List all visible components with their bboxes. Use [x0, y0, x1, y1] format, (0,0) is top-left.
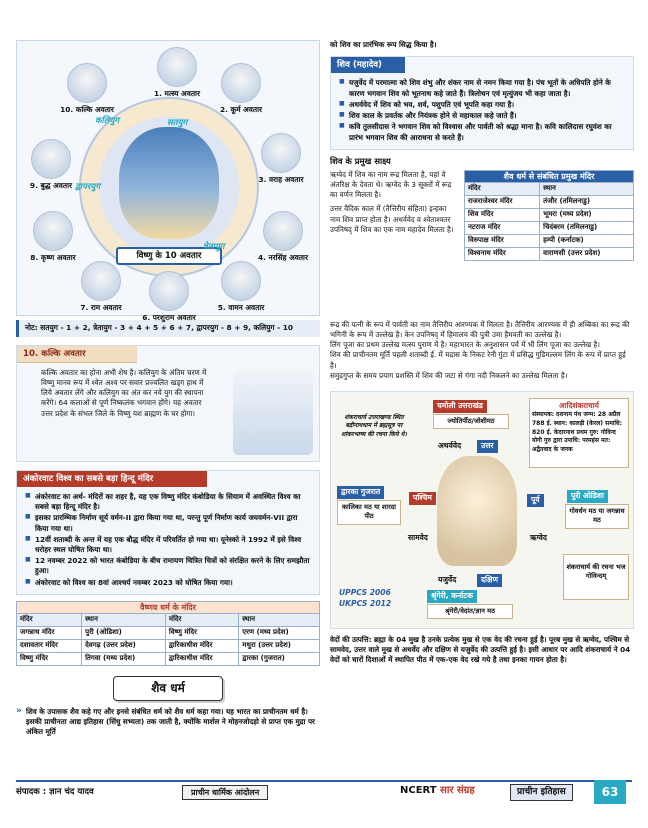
list-item: शिव की प्राचीनतम मूर्ति पहली शताब्दी ई. में मद्रास के निकट रेनी गुंटा में प्रसिद्ध गुडिमल्लम लिंग के रूप में प्राप्त हुई है।	[330, 350, 626, 370]
left-column	[16, 40, 320, 740]
yuga-dwapar: द्वापरयुग	[75, 182, 101, 192]
yuga-satyug: सतयुग	[167, 118, 188, 128]
avatar-buddha: 9. बुद्ध अवतार	[23, 139, 79, 192]
north-veda: अथर्ववेद	[438, 440, 462, 450]
table-header-row: मंदिर स्थान	[465, 183, 634, 196]
list-item: ■ अंकोरवाट को विश्व का 8वां आश्चर्य नवम्बर 2023 को घोषित किया गया।	[25, 578, 311, 588]
shaiva-table	[464, 182, 634, 261]
saiva-list	[16, 707, 320, 738]
angkor-list	[25, 492, 311, 588]
table-row: शिव मंदिर भूमरा (मध्य प्रदेश)	[465, 208, 634, 221]
avatar-narasimha: 4. नरसिंह अवतार	[255, 211, 311, 264]
table-row: राजराजेश्वर मंदिर तंजौर (तमिलनाडु)	[465, 195, 634, 208]
north-dir: उत्तर	[477, 440, 498, 453]
footer-subject: प्राचीन इतिहास	[510, 784, 573, 801]
avatar-krishna: 8. कृष्ण अवतार	[25, 211, 81, 264]
west-sub: कालिका मठ या शारदा पीठ	[337, 500, 401, 525]
table-row: विष्णु मंदिर तिगवा (मध्य प्रदेश) द्वारिकाधीश मंदिर द्वारका (गुजरात)	[17, 653, 320, 666]
shaiva-table-title: शैव धर्म से संबंधित प्रमुख मंदिर	[464, 170, 634, 182]
list-item: ■ 12 नवम्बर 2022 को भारत कंबोडिया के बीच रामायण चित्रित चित्रों को संरक्षित करने के लिए समझौता हुआ।	[25, 556, 311, 576]
footer-chapter: प्राचीन धार्मिक आंदोलन	[182, 785, 268, 800]
yuga-kali: कलियुग	[95, 116, 120, 126]
vishnu-image	[119, 127, 219, 239]
kalki-text: कल्कि अवतार का होना अभी शेष है। कलियुग के अंतिम चरण में विष्णु मानव रूप में श्वेत अश्व पर सवार प्रज्वलित खड्ग हाथ में लिये अवतार लेंगे और कलियुग का अंत कर नये युग की स्थापना करेंगे। 64 कलाओं से पूर्ण निष्कलंक भगवान होंगे। यह अवतार उत्तर प्रदेश के संभल जिले के विष्णु यश ब्राह्मण के घर होगा।	[41, 367, 207, 418]
left-note: शंकराचार्य उत्तराखण्ड स्थित बद्रीनाथधाम में ब्रह्मसूत्र पर शांकरभाष्य की रचना किये थे।	[341, 413, 407, 438]
kalki-image	[233, 371, 313, 455]
vaishnav-table-title: वैष्णव धर्म के मंदिर	[16, 601, 320, 613]
avatar-vamana: 5. वामन अवतार	[213, 261, 269, 314]
exam-tags: UPPCS 2006 UKPCS 2012	[339, 587, 392, 608]
vedas-origin-text: वेदों की उत्पत्ति: ब्रह्मा के 04 मुख है उनके प्रत्येक मुख से एक वेद की रचना हुई है। पूरब मुख से ऋग्वेद, पश्चिम से सामवेद, उत्तर वाले मुख से अथर्वेद और दक्षिण से यजुर्वेद की उत्पत्ति हुई है। इसी आधार पर आदि शंकराचार्य ने 04 वेदों को चारों दिशाओं में स्थापित पीठ में एक-एक वेद रखे गये है तथा इनका गायन होता है।	[330, 634, 631, 665]
wheel-center-label: विष्णु के 10 अवतार	[116, 247, 222, 265]
south-dir: दक्षिण	[477, 574, 502, 587]
west-dir: पश्चिम	[409, 492, 436, 505]
list-item: ■ अथर्ववेद में शिव को भव, शर्व, पशुपति एवं भूपति कहा गया है।	[339, 100, 625, 110]
avatar-varaha: 3. वराह अवतार	[253, 133, 309, 186]
vaishnav-table-wrap	[16, 601, 320, 666]
list-item: समुद्रगुप्त के समय प्रयाग प्रशस्ति में शिव की जटा से गंगा नदी निकलने का उल्लेख मिलता है।	[330, 370, 568, 380]
saiva-title: शैव धर्म	[113, 676, 223, 701]
west-veda: सामवेद	[408, 532, 428, 542]
east-tag: पुरी ओडिशा	[567, 490, 608, 503]
table-row: विरुपाक्ष मंदिर हम्पी (कर्नाटक)	[465, 234, 634, 247]
list-item: ■ अंकोरवाट का अर्थ- मंदिरों का शहर है, यह एक विष्णु मंदिर कंबोडिया के सियाम में अवस्थित विश्व का सबसे बड़ा हिन्दू मंदिर है।	[25, 492, 311, 512]
yuga-note: नोट: सतयुग - 1 + 2, त्रेतायुग - 3 + 4 + 5 + 6 + 7, द्वापरयुग - 8 + 9, कलियुग - 10	[16, 320, 320, 337]
table-row: जगन्नाथ मंदिर पुरी (ओडिशा) विष्णु मंदिर एरण (मध्य प्रदेश)	[17, 627, 320, 640]
south-sub: श्रृंगेरी/वेदांत/ज्ञान मठ	[427, 604, 513, 619]
kalki-heading: 10. कल्कि अवतार	[17, 346, 137, 363]
right-column	[330, 40, 634, 666]
kalki-panel	[16, 345, 320, 462]
table-header-row: मंदिर स्थान मंदिर स्थान	[17, 614, 320, 627]
north-sub: ज्योतिर्पीठ/जोशीमठ	[433, 414, 509, 429]
list-item: लिंग पूजा का प्रथम उल्लेख मत्स्य पुराण में है। महाभारत के अनुशासन पर्व में भी लिंग पूजा का उल्लेख है।	[330, 340, 600, 350]
brahma-image	[437, 456, 517, 566]
page-number: 63	[594, 780, 626, 804]
adi-shankaracharya-box: आदिशंकराचार्य संस्थापक: दशनाम पंथ जन्म: 28 अप्रैल 788 ई. स्थान: कालड़ी (केरल) समाधि: 820 ई. केदारनाथ प्रथम गुरु: गोविन्द योगी गुरु द्वारा उपाधि: परमहंस मत: अद्वैतवाद के जनक	[529, 398, 629, 468]
list-item: ■ 12वीं शताब्दी के अन्त में यह एक बौद्ध मंदिर में परिवर्तित हो गया था। यूनेस्को ने 1992 में इसे विश्व धरोहर स्थल घोषित किया था।	[25, 535, 311, 555]
mahadev-list	[339, 78, 625, 142]
avatar-kalki: 10. कल्कि अवतार	[59, 63, 115, 116]
table-row: नटराज मंदिर चिदंबरम (तमिलनाडु)	[465, 221, 634, 234]
south-tag: श्रृंगेरी, कर्नाटक	[427, 590, 477, 603]
north-tag: चमोली उत्तराखंड	[433, 400, 487, 413]
east-veda: ऋग्वेद	[530, 532, 547, 542]
hymn-box: शंकराचार्य की रचना भज गोविन्दम्	[563, 554, 629, 600]
evidence-top	[330, 170, 634, 320]
east-dir: पूर्व	[527, 494, 544, 507]
vaishnav-table	[16, 613, 320, 666]
mahadev-panel	[330, 56, 634, 150]
evidence-list-narrow	[330, 170, 456, 235]
avatar-kurma: 2. कूर्म अवतार	[213, 63, 269, 116]
yuga-treta: त्रेतायुग	[203, 242, 225, 252]
west-tag: द्वारका गुजरात	[337, 486, 384, 499]
table-row: दशावतार मंदिर देवगढ़ (उत्तर प्रदेश) द्वारिकाधीश मंदिर मथुरा (उत्तर प्रदेश)	[17, 640, 320, 653]
math-diagram	[330, 391, 634, 629]
angkor-panel	[16, 470, 320, 595]
avatar-parashurama: 6. परशुराम अवतार	[141, 271, 197, 324]
list-item: उत्तर वैदिक काल में (तैत्तिरीय संहिता) इन्हका नाम शिव प्राप्त होता है। अथर्ववेद व श्वेताश्वतर उपनिषद् में शिव का एक नाम महादेव मिलता है।	[330, 204, 454, 234]
saiva-text: » शिव के उपासक शैव कहे गए और इनसे संबंधित धर्म को शैव धर्म कहा गया। यह भारत का प्राचीनतम धर्म है। इसकी प्राचीनता आद्य इतिहास (सिंधु सभ्यता) तक जाती है, क्योंकि मार्शल ने मोहनजोदड़ो से प्राप्त एक मुद्रा पर अंकित मूर्ति	[16, 707, 320, 738]
list-item: ■ इसका प्रारम्भिक निर्माण सूर्य वर्मन-II द्वारा किया गया था, परन्तु पूर्ण निर्माण कार्य जयवर्मन-VII द्वारा किया गया था।	[25, 513, 311, 533]
list-item: ■ शिव काल के प्रवर्तक और नियंत्रक होने से महाकाल कहे जाते हैं।	[339, 111, 625, 121]
table-row: विश्वनाथ मंदिर वाराणसी (उत्तर प्रदेश)	[465, 247, 634, 260]
mahadev-heading: शिव (महादेव)	[331, 57, 405, 73]
south-veda: यजुर्वेद	[438, 574, 457, 584]
avatar-rama: 7. राम अवतार	[73, 261, 129, 314]
continuation-text: को शिव का प्रारंभिक रूप सिद्ध किया है।	[330, 40, 437, 49]
evidence-list-wide	[330, 320, 634, 381]
list-item: रूद्र की पत्नी के रूप में पार्वती का नाम तैत्तिरीय आरण्यक में मिलता है। तैत्तिरीय आरण्यक में ही अम्बिका का रूद्र की भगिनी के रूप में उल्लेख है। केन उपनिषद् में हिमालय की पुत्री उमा हैमवती का उल्लेख है।	[330, 319, 630, 339]
shaiva-table-wrap	[464, 170, 634, 261]
list-item: ■ यजुर्वेद में परमात्मा को शिव शंभु और शंकर नाम से नमन किया गया है। पंच भूतों के अधिपति होने के कारण भगवान शिव को भूतनाथ कहे जाते हैं। त्रिलोचन एवं मृत्युंजय भी कहा जाता है।	[339, 78, 625, 98]
angkor-heading: अंकोरवाट विश्व का सबसे बड़ा हिन्दू मंदिर	[17, 471, 207, 487]
east-sub: गोवर्धन मठ या जगन्नाथ मठ	[565, 504, 629, 529]
footer-editor: संपादक : ज्ञान चंद यादव	[16, 787, 94, 797]
list-item: ■ कवि तुलसीदास ने भगवान शिव को विश्वास और पार्वती को श्रद्धा माना है। कवि कालिदास रघुवंश का प्रारंभ भगवान शिव की आराधना से करते हैं।	[339, 122, 625, 142]
page-footer	[16, 780, 632, 802]
list-item: ऋग्वेद में शिव का नाम रूद्र मिलता है, यहां वे अंतरिक्ष के देवता थे। ऋग्वेद के 3 सूक्तों में रूद्र का वर्णन मिलता है।	[330, 169, 452, 200]
avatar-wheel	[16, 40, 320, 322]
footer-brand: NCERT सार संग्रह	[400, 785, 475, 796]
avatar-matsya: 1. मत्स्य अवतार	[149, 47, 205, 100]
evidence-heading: शिव के प्रमुख साक्ष्य	[330, 155, 391, 166]
